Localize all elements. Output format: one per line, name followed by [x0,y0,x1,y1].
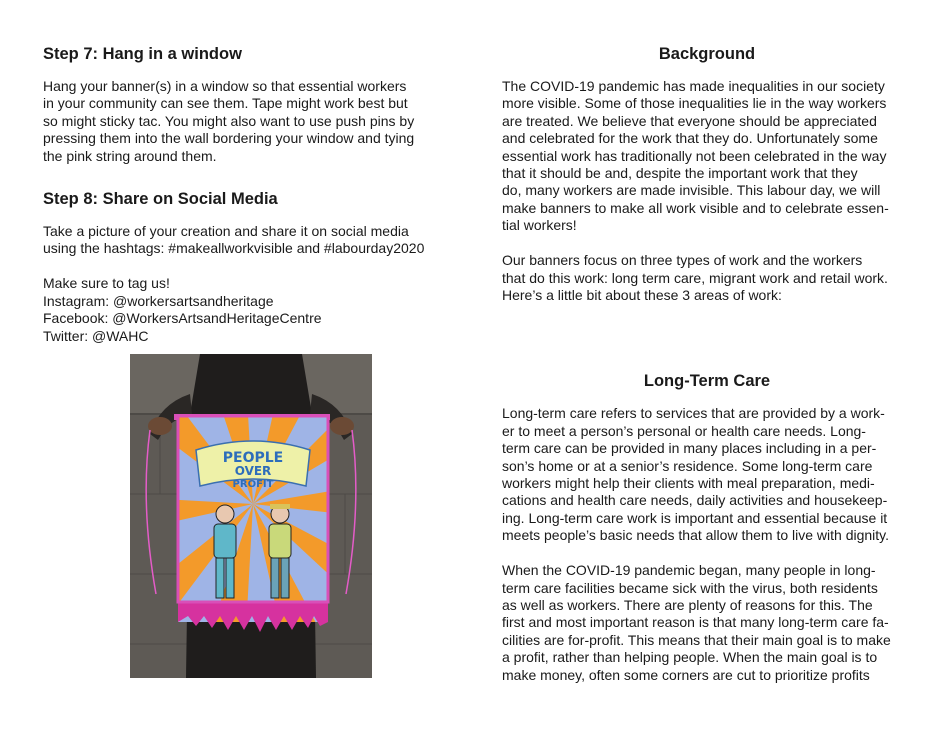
text-line: The COVID-19 pandemic has made inequalities in our society [502,78,885,94]
social-tags [43,275,463,345]
text-line: Here’s a little bit about these 3 areas of work: [502,286,782,303]
long-term-care-paragraph-1 [502,405,912,544]
text-line: a profit, rather than helping people. When the main goal is to [502,649,878,666]
text-line: son’s home or at a senior’s residence. Some long-term care [502,457,873,474]
instagram-handle: Instagram: @workersartsandheritage [43,292,274,309]
text-line: Take a picture of your creation and share it on social media [43,223,409,240]
banner-title-line: PEOPLE [222,450,284,466]
text-line: cilities are for-profit. This means that their main goal is to make [502,631,891,648]
text-line: so might sticky tac. You might also want to use push pins by [43,112,415,129]
text-line: first and most important reason is that many long-term care fa- [502,614,889,631]
text-line: as well as workers. There are plenty of reasons for this. The [502,596,873,613]
text-line: that it should be and, despite the important work that they [502,165,858,182]
background-heading: Background [658,45,756,63]
text-line: essential work has traditionally not been celebrated in the way [502,147,887,164]
text-line: tial workers! [502,217,577,234]
right-column [502,43,912,684]
text-line: workers might help their clients with meal preparation, medi- [502,475,875,491]
text-line: term care can be provided in many places including in a per- [502,440,877,457]
text-line: make banners to make all work visible and to celebrate essen- [502,199,889,216]
text-line: er to meet a person’s personal or health care needs. Long- [502,422,866,439]
text-line: Our banners focus on three types of work and the workers [502,252,863,269]
text-line: term care facilities became sick with the virus, both residents [502,579,878,596]
left-column [43,43,463,345]
facebook-handle: Facebook: @WorkersArtsandHeritageCentre [43,310,322,327]
text-line: do, many workers are made invisible. This labour day, we will [502,182,881,199]
text-line: and celebrated for the work that they do. Unfortunately some [502,130,878,147]
step7-heading: Step 7: Hang in a window [43,45,242,63]
step8-paragraph [43,223,463,258]
text-line: ing. Long-term care work is important and essential because it [502,509,888,526]
background-paragraph-2 [502,252,912,304]
text-line: When the COVID-19 pandemic began, many people in long- [502,562,876,579]
text-line: make money, often some corners are cut to prioritize profits [502,666,870,683]
banner-title-line: PROFIT [232,479,274,490]
banner-illustration [130,354,372,678]
text-line: Hang your banner(s) in a window so that essential workers [43,78,407,94]
banner-photo [130,354,372,678]
text-line: cations and health care needs, daily activities and housekeep- [502,492,888,509]
long-term-care-paragraph-2 [502,562,912,684]
text-line: are treated. We believe that everyone should be appreciated [502,112,877,129]
text-line: more visible. Some of those inequalities lie in the way workers [502,95,887,112]
tag-prompt: Make sure to tag us! [43,275,170,292]
twitter-handle: Twitter: @WAHC [43,327,149,344]
text-line: the pink string around them. [43,147,217,164]
long-term-care-heading: Long-Term Care [643,372,771,391]
background-paragraph-1 [502,78,912,235]
banner-title-line: OVER [234,464,272,478]
text-line: in your community can see them. Tape might work best but [43,95,408,112]
step7-paragraph [43,78,463,165]
text-line: meets people’s basic needs that allow them to live with dignity. [502,527,890,544]
text-line: using the hashtags: #makeallworkvisible and #labourday2020 [43,240,425,257]
text-line: pressing them into the wall bordering your window and tying [43,130,415,147]
text-line: Long-term care refers to services that are provided by a work- [502,405,885,422]
text-line: that do this work: long term care, migrant work and retail work. [502,269,888,286]
step8-heading: Step 8: Share on Social Media [43,190,278,209]
